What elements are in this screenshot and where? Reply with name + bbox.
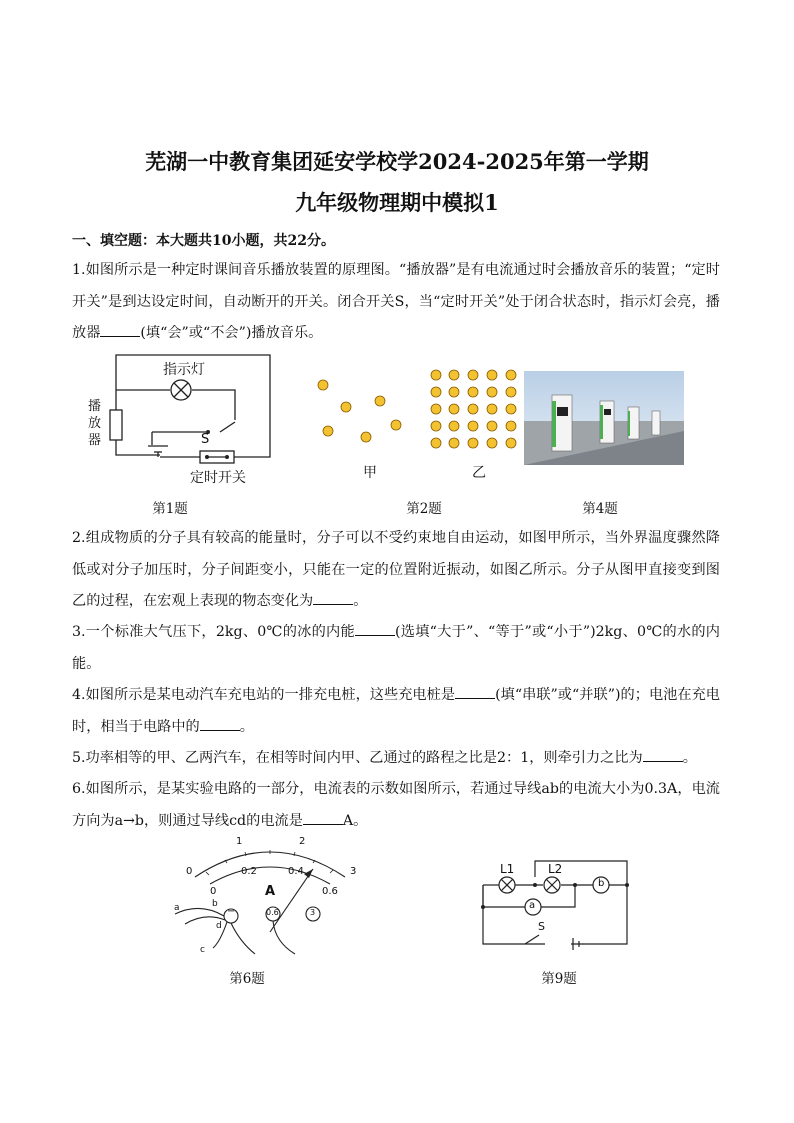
indicator-lamp-label: 指示灯 bbox=[163, 362, 205, 378]
caption-figure-6: 第6题 bbox=[229, 971, 265, 987]
answer-blank bbox=[643, 747, 683, 762]
lamp-l1-label: L1 bbox=[500, 862, 515, 876]
section-heading: 一、填空题：本大题共10小题，共22分。 bbox=[72, 233, 335, 249]
ammeter-scale-top-2: 2 bbox=[299, 836, 306, 847]
question-2-text-b: 。 bbox=[353, 593, 368, 609]
figure-4-charging-station-photo bbox=[524, 371, 684, 465]
timer-switch-label: 定时开关 bbox=[190, 470, 246, 486]
ammeter-scale-bottom-3: 0.6 bbox=[322, 886, 338, 897]
caption-figure-9: 第9题 bbox=[541, 971, 577, 987]
question-4-text-a: 4.如图所示是某电动汽车充电站的一排充电桩，这些充电桩是 bbox=[72, 687, 456, 703]
figure-2-label-a: 甲 bbox=[363, 465, 377, 481]
wire-label-b: b bbox=[212, 899, 218, 909]
question-1-text-a: 1.如图所示是一种定时课间音乐播放装置的原理图。“播放器”是有电流通过时会播放音乐的装置；“定时开关”是到达设定时间，自动断开的开关。闭合开关S，当“定时开关”处于闭合状态时，指示灯会亮，播放器 bbox=[72, 262, 720, 341]
ammeter-scale-bottom-0: 0 bbox=[210, 886, 217, 897]
caption-figure-4: 第4题 bbox=[582, 501, 618, 517]
figure-2-label-b: 乙 bbox=[472, 465, 486, 481]
question-3 bbox=[72, 617, 720, 680]
switch-s-label: S bbox=[201, 432, 210, 447]
meter-b-label: b bbox=[598, 878, 605, 889]
ammeter-unit-label: A bbox=[265, 884, 276, 899]
ammeter-scale-top-0: 0 bbox=[186, 866, 193, 877]
question-3-text-a: 3.一个标准大气压下，2kg、0℃的冰的内能 bbox=[72, 624, 355, 640]
wire-label-c: c bbox=[200, 945, 205, 955]
question-2-text-a: 2.组成物质的分子具有较高的能量时，分子可以不受约束地自由运动，如图甲所示，当外界温度骤然降低或对分子加压时，分子间距变小，只能在一定的位置附近振动，如图乙所示。分子从图甲直接变到图乙的过程，在宏观上表现的物态变化为 bbox=[72, 530, 720, 609]
answer-blank bbox=[200, 716, 240, 731]
question-6-text-a: 6.如图所示，是某实验电路的一部分，电流表的示数如图所示，若通过导线ab的电流大小为0.3A，电流方向为a→b，则通过导线cd的电流是 bbox=[72, 781, 720, 829]
figure-2-molecules bbox=[310, 365, 525, 455]
wire-label-a: a bbox=[174, 903, 180, 913]
question-5-text-b: 。 bbox=[682, 750, 697, 766]
switch-s-label-fig9: S bbox=[538, 920, 545, 933]
question-5-text-a: 5.功率相等的甲、乙两汽车，在相等时间内甲、乙通过的路程之比是2：1，则牵引力之比为 bbox=[72, 750, 643, 766]
page-title: 芜湖一中教育集团延安学校学2024-2025年第一学期 bbox=[145, 149, 649, 174]
lamp-l2-label: L2 bbox=[548, 862, 563, 876]
caption-figure-2: 第2题 bbox=[406, 501, 442, 517]
ammeter-terminal-minus: − bbox=[227, 906, 236, 917]
question-6-text-b: A。 bbox=[342, 812, 368, 829]
question-3-text-b: (选填“大于”、“等于”或“小于”)2kg、0℃的水的内能。 bbox=[72, 624, 720, 672]
question-1-text-b: (填“会”或“不会”)播放音乐。 bbox=[140, 325, 323, 341]
ammeter-terminal-3: 3 bbox=[310, 908, 316, 917]
meter-a-label: a bbox=[529, 900, 536, 911]
answer-blank bbox=[100, 322, 140, 337]
ammeter-scale-top-3: 3 bbox=[350, 866, 357, 877]
ammeter-terminal-0-6: 0.6 bbox=[266, 908, 279, 917]
question-4 bbox=[72, 680, 720, 743]
answer-blank bbox=[313, 590, 353, 605]
question-4-text-c: 。 bbox=[239, 718, 254, 735]
question-6 bbox=[72, 774, 720, 837]
caption-figure-1: 第1题 bbox=[152, 501, 188, 517]
wire-label-d: d bbox=[216, 921, 222, 931]
ammeter-scale-bottom-1: 0.2 bbox=[241, 866, 257, 877]
ammeter-scale-bottom-2: 0.4 bbox=[288, 866, 304, 877]
question-5 bbox=[72, 743, 720, 775]
question-1 bbox=[72, 255, 720, 350]
question-2 bbox=[72, 523, 720, 618]
answer-blank bbox=[355, 621, 395, 636]
question-4-text-b: (填“串联”或“并联”)的；电池在充电时，相当于电路中的 bbox=[72, 687, 720, 735]
ammeter-scale-top-1: 1 bbox=[236, 836, 243, 847]
answer-blank bbox=[455, 684, 495, 699]
page-subtitle: 九年级物理期中模拟1 bbox=[295, 190, 499, 215]
answer-blank bbox=[303, 810, 343, 825]
player-label: 播放器 bbox=[88, 399, 102, 448]
